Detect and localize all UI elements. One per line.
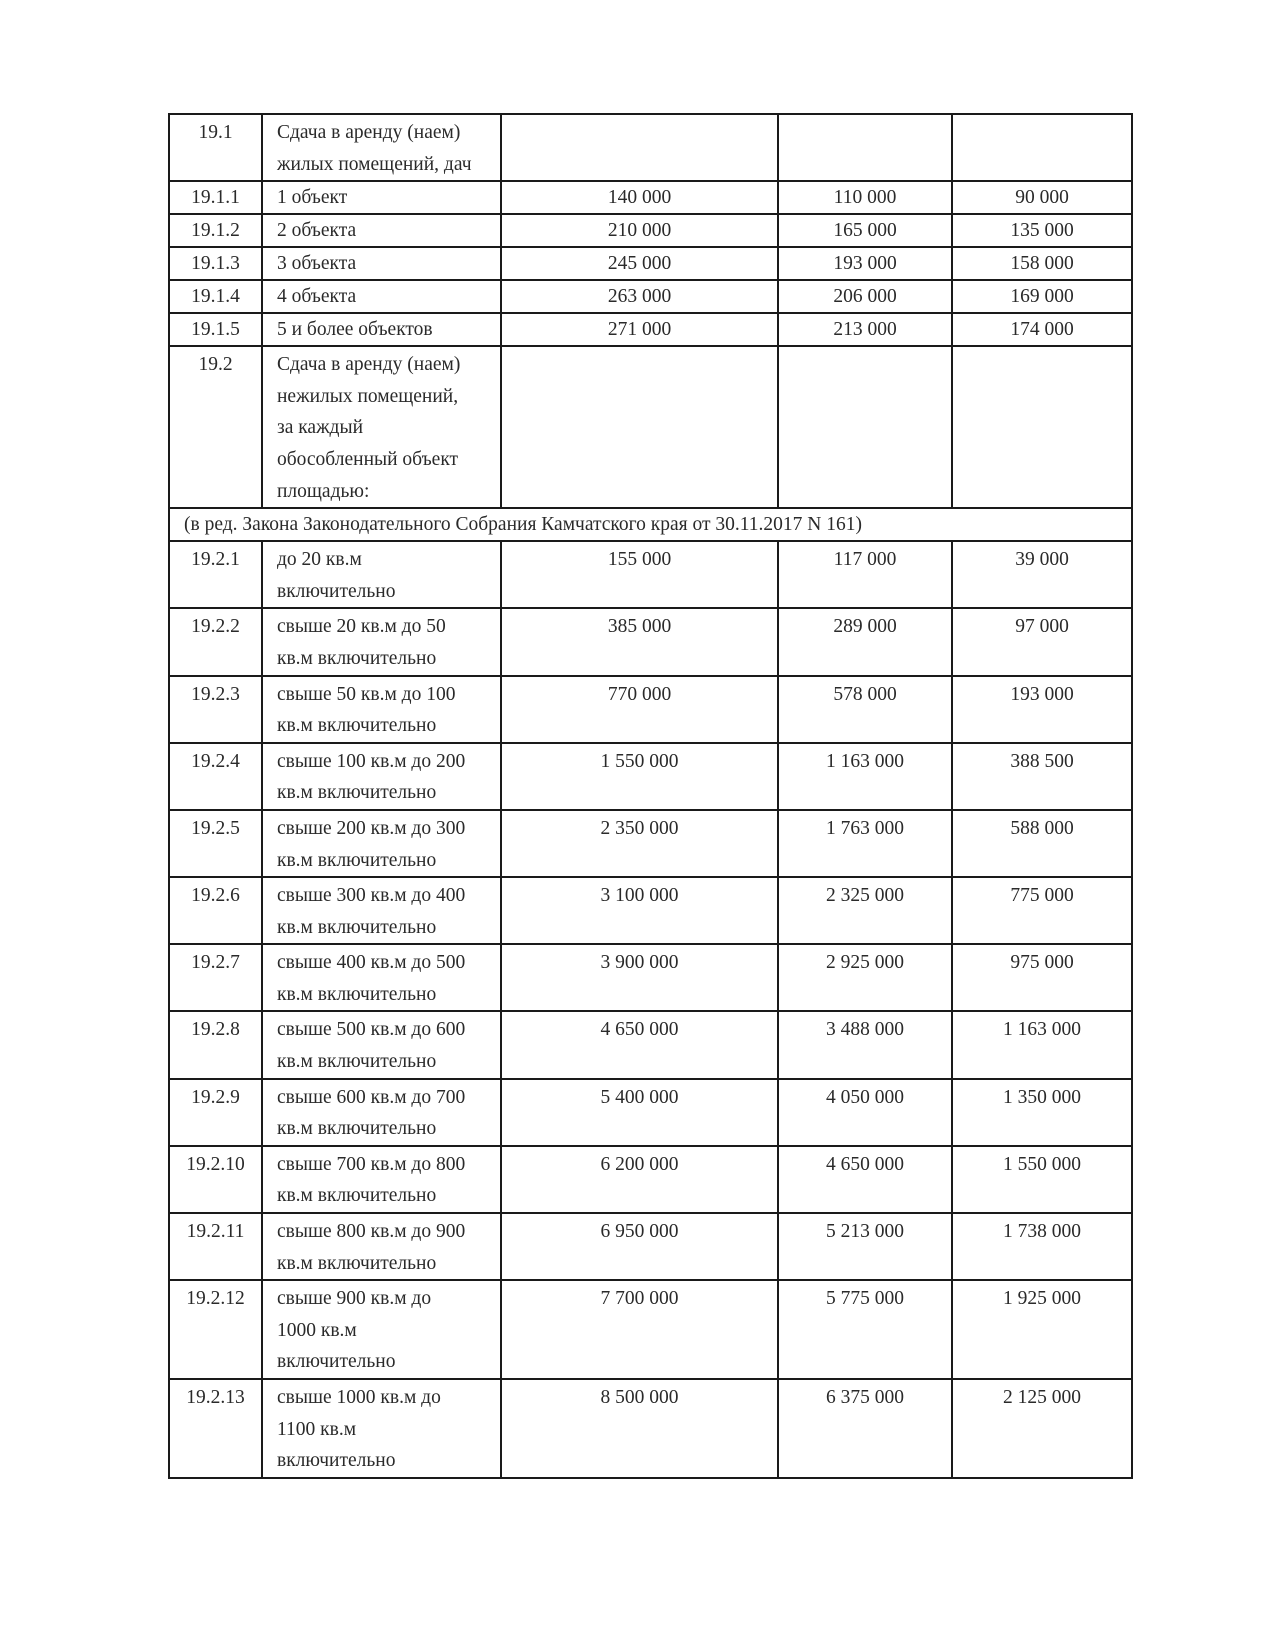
row-description-line: кв.м включительно — [277, 647, 437, 669]
table-row — [169, 280, 1132, 313]
row-code: 19.1.4 — [169, 280, 262, 313]
row-description-line: включительно — [277, 580, 396, 602]
empty-cell — [952, 346, 1132, 508]
table-row — [169, 944, 1132, 1011]
row-value-3: 169 000 — [952, 280, 1132, 313]
row-value-3: 388 500 — [952, 743, 1132, 810]
row-value-3: 135 000 — [952, 214, 1132, 247]
row-value-3: 588 000 — [952, 810, 1132, 877]
row-code: 19.2.12 — [169, 1280, 262, 1379]
row-description-line: свыше 400 кв.м до 500 — [277, 952, 466, 974]
section-title-line: Сдача в аренду (наем) — [277, 122, 461, 143]
row-value-2: 578 000 — [778, 676, 952, 743]
row-description-line: кв.м включительно — [277, 1252, 437, 1274]
row-description-line: кв.м включительно — [277, 782, 437, 804]
row-description-line: кв.м включительно — [277, 983, 437, 1005]
empty-cell — [501, 346, 778, 508]
row-value-3: 97 000 — [952, 608, 1132, 675]
row-description — [262, 944, 501, 1011]
row-code: 19.1.5 — [169, 313, 262, 346]
row-value-1: 7 700 000 — [501, 1280, 778, 1379]
row-description — [262, 1011, 501, 1078]
section-title-line: обособленный объект — [277, 448, 459, 470]
row-description — [262, 810, 501, 877]
row-description-line: 1000 кв.м — [277, 1319, 357, 1341]
row-description-line: кв.м включительно — [277, 1185, 437, 1207]
table-row — [169, 1079, 1132, 1146]
row-value-2: 4 650 000 — [778, 1146, 952, 1213]
row-value-3: 193 000 — [952, 676, 1132, 743]
row-value-3: 975 000 — [952, 944, 1132, 1011]
table-row — [169, 877, 1132, 944]
table-row — [169, 608, 1132, 675]
row-value-2: 1 763 000 — [778, 810, 952, 877]
row-value-3: 1 925 000 — [952, 1280, 1132, 1379]
row-value-1: 155 000 — [501, 541, 778, 608]
row-value-1: 271 000 — [501, 313, 778, 346]
row-value-1: 4 650 000 — [501, 1011, 778, 1078]
row-value-1: 2 350 000 — [501, 810, 778, 877]
row-value-1: 5 400 000 — [501, 1079, 778, 1146]
table-row — [169, 214, 1132, 247]
table-row — [169, 1280, 1132, 1379]
row-description: 3 объекта — [262, 247, 501, 280]
row-description-line: включительно — [277, 1450, 396, 1472]
row-description — [262, 877, 501, 944]
row-value-3: 775 000 — [952, 877, 1132, 944]
row-value-3: 1 738 000 — [952, 1213, 1132, 1280]
empty-cell — [952, 114, 1132, 181]
row-value-1: 140 000 — [501, 181, 778, 214]
table-row — [169, 181, 1132, 214]
row-description-line: кв.м включительно — [277, 849, 437, 871]
empty-cell — [778, 114, 952, 181]
row-value-2: 193 000 — [778, 247, 952, 280]
section-title-line: жилых помещений, дач — [277, 153, 472, 175]
table-row — [169, 313, 1132, 346]
row-code: 19.2.10 — [169, 1146, 262, 1213]
row-value-2: 4 050 000 — [778, 1079, 952, 1146]
row-code: 19.2.1 — [169, 541, 262, 608]
row-code: 19.2.13 — [169, 1379, 262, 1478]
table-row — [169, 743, 1132, 810]
row-value-1: 770 000 — [501, 676, 778, 743]
section-code: 19.2 — [169, 346, 262, 508]
row-value-1: 1 550 000 — [501, 743, 778, 810]
row-value-1: 210 000 — [501, 214, 778, 247]
row-code: 19.1.1 — [169, 181, 262, 214]
row-value-2: 2 925 000 — [778, 944, 952, 1011]
row-value-1: 8 500 000 — [501, 1379, 778, 1478]
row-value-3: 90 000 — [952, 181, 1132, 214]
row-description — [262, 676, 501, 743]
row-value-3: 158 000 — [952, 247, 1132, 280]
section-title — [262, 114, 501, 181]
row-description: 2 объекта — [262, 214, 501, 247]
row-value-2: 117 000 — [778, 541, 952, 608]
row-description-line: свыше 700 кв.м до 800 — [277, 1153, 466, 1175]
tariff-table — [168, 113, 1133, 1479]
row-value-2: 165 000 — [778, 214, 952, 247]
row-value-2: 289 000 — [778, 608, 952, 675]
row-code: 19.2.2 — [169, 608, 262, 675]
row-value-3: 39 000 — [952, 541, 1132, 608]
row-description — [262, 743, 501, 810]
row-description-line: кв.м включительно — [277, 1118, 437, 1140]
row-description-line: свыше 20 кв.м до 50 — [277, 616, 446, 638]
table-row — [169, 1146, 1132, 1213]
tariff-table-body — [169, 114, 1132, 1478]
section-title-line: нежилых помещений, — [277, 385, 459, 407]
row-value-2: 110 000 — [778, 181, 952, 214]
row-value-2: 206 000 — [778, 280, 952, 313]
section-title — [262, 346, 501, 508]
row-value-1: 263 000 — [501, 280, 778, 313]
row-description-line: свыше 900 кв.м до — [277, 1288, 432, 1310]
row-code: 19.2.8 — [169, 1011, 262, 1078]
row-description-line: свыше 100 кв.м до 200 — [277, 750, 466, 772]
row-value-3: 2 125 000 — [952, 1379, 1132, 1478]
table-row — [169, 1379, 1132, 1478]
row-value-3: 174 000 — [952, 313, 1132, 346]
row-description — [262, 1213, 501, 1280]
row-code: 19.2.7 — [169, 944, 262, 1011]
row-description-line: кв.м включительно — [277, 916, 437, 938]
row-description-line: свыше 50 кв.м до 100 — [277, 683, 456, 705]
table-row — [169, 676, 1132, 743]
row-value-3: 1 550 000 — [952, 1146, 1132, 1213]
row-code: 19.2.9 — [169, 1079, 262, 1146]
row-description-line: свыше 300 кв.м до 400 — [277, 885, 466, 907]
table-row — [169, 247, 1132, 280]
table-row — [169, 1011, 1132, 1078]
row-value-2: 5 213 000 — [778, 1213, 952, 1280]
empty-cell — [778, 346, 952, 508]
row-description — [262, 541, 501, 608]
amendment-note-row — [169, 508, 1132, 541]
row-value-3: 1 163 000 — [952, 1011, 1132, 1078]
row-description — [262, 608, 501, 675]
row-code: 19.2.5 — [169, 810, 262, 877]
row-value-1: 6 200 000 — [501, 1146, 778, 1213]
table-row — [169, 1213, 1132, 1280]
table-row — [169, 541, 1132, 608]
row-value-1: 6 950 000 — [501, 1213, 778, 1280]
row-code: 19.2.11 — [169, 1213, 262, 1280]
row-description-line: до 20 кв.м — [277, 549, 362, 571]
row-description-line: кв.м включительно — [277, 1051, 437, 1073]
table-row — [169, 810, 1132, 877]
row-description-line: 1100 кв.м — [277, 1418, 357, 1440]
row-description — [262, 1379, 501, 1478]
row-code: 19.1.3 — [169, 247, 262, 280]
row-description-line: включительно — [277, 1351, 396, 1373]
row-value-2: 2 325 000 — [778, 877, 952, 944]
row-value-1: 245 000 — [501, 247, 778, 280]
amendment-note: (в ред. Закона Законодательного Собрания Камчатского края от 30.11.2017 N 161) — [169, 508, 1132, 541]
row-description-line: свыше 1000 кв.м до — [277, 1387, 441, 1408]
section-header-row — [169, 346, 1132, 508]
row-value-3: 1 350 000 — [952, 1079, 1132, 1146]
row-value-2: 5 775 000 — [778, 1280, 952, 1379]
section-title-line: за каждый — [277, 417, 363, 439]
row-description — [262, 1079, 501, 1146]
row-code: 19.1.2 — [169, 214, 262, 247]
row-description-line: свыше 800 кв.м до 900 — [277, 1221, 466, 1243]
row-value-1: 3 900 000 — [501, 944, 778, 1011]
empty-cell — [501, 114, 778, 181]
row-description: 5 и более объектов — [262, 313, 501, 346]
row-description — [262, 1146, 501, 1213]
row-code: 19.2.4 — [169, 743, 262, 810]
row-description-line: свыше 500 кв.м до 600 — [277, 1019, 466, 1041]
row-value-2: 213 000 — [778, 313, 952, 346]
section-title-line: площадью: — [277, 480, 370, 502]
row-code: 19.2.6 — [169, 877, 262, 944]
row-value-2: 6 375 000 — [778, 1379, 952, 1478]
row-description-line: кв.м включительно — [277, 715, 437, 737]
section-code: 19.1 — [169, 114, 262, 181]
row-description-line: свыше 200 кв.м до 300 — [277, 817, 466, 839]
row-value-2: 3 488 000 — [778, 1011, 952, 1078]
row-description-line: свыше 600 кв.м до 700 — [277, 1086, 466, 1108]
section-header-row — [169, 114, 1132, 181]
row-description: 1 объект — [262, 181, 501, 214]
row-description — [262, 1280, 501, 1379]
row-description: 4 объекта — [262, 280, 501, 313]
section-title-line: Сдача в аренду (наем) — [277, 354, 461, 376]
row-code: 19.2.3 — [169, 676, 262, 743]
row-value-1: 3 100 000 — [501, 877, 778, 944]
row-value-2: 1 163 000 — [778, 743, 952, 810]
row-value-1: 385 000 — [501, 608, 778, 675]
